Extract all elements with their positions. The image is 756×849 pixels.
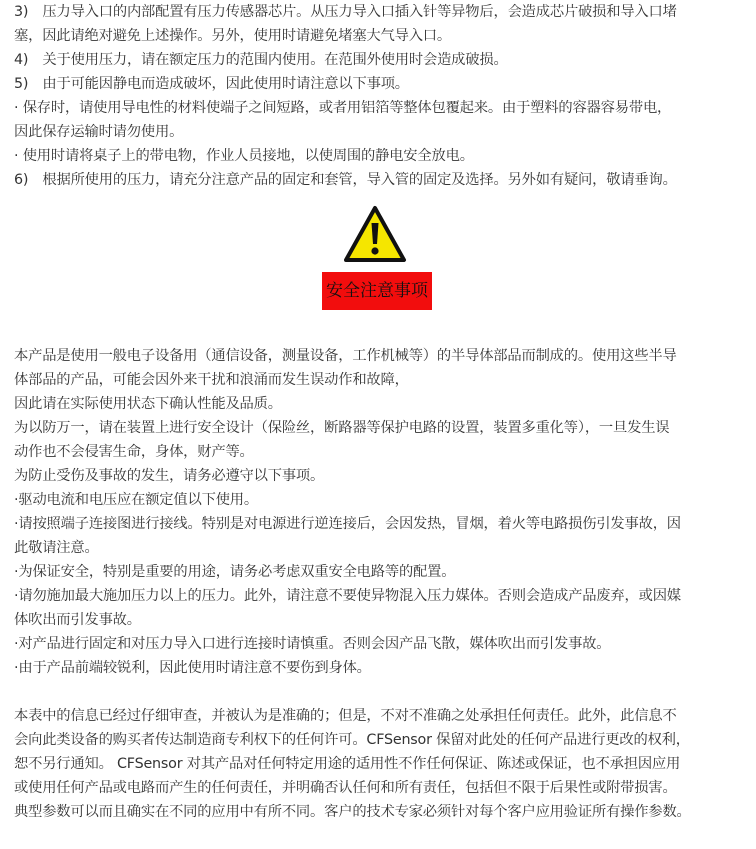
text-line: 此敬请注意。 bbox=[14, 540, 99, 556]
text-line: 动作也不会侵害生命，身体，财产等。 bbox=[14, 444, 254, 460]
text-line: ·驱动电流和电压应在额定值以下使用。 bbox=[14, 492, 258, 508]
precautions-list bbox=[14, 0, 750, 192]
text-line: ·请勿施加最大施加压力以上的压力。此外，请注意不要使异物混入压力媒体。否则会造成产品废弃，或因媒 bbox=[14, 588, 681, 604]
text-line: 为防止受伤及事故的发生，请务必遵守以下事项。 bbox=[14, 468, 325, 484]
text-line: 因此请在实际使用状态下确认性能及品质。 bbox=[14, 396, 282, 412]
text-line: 塞，因此请绝对避免上述操作。另外，使用时请避免堵塞大气导入口。 bbox=[14, 28, 451, 44]
text-line: 恕不另行通知。 CFSensor 对其产品对任何特定用途的适用性不作任何保证、陈述或保证，也不承担因应用 bbox=[14, 756, 681, 772]
text-line: 体部品的产品，可能会因外来干扰和浪涌而发生误动作和故障， bbox=[14, 372, 409, 388]
text-line: 典型参数可以而且确实在不同的应用中有所不同。客户的技术专家必须针对每个客户应用验证所有操作参数。 bbox=[14, 804, 691, 820]
text-line: 6) 根据所使用的压力，请充分注意产品的固定和套管，导入管的固定及选择。另外如有疑问，敬请垂询。 bbox=[14, 172, 677, 188]
text-line: 3) 压力导入口的内部配置有压力传感器芯片。从压力导入口插入针等异物后，会造成芯片破损和导入口堵 bbox=[14, 4, 677, 20]
text-line: ·为保证安全，特别是重要的用途，请务必考虑双重安全电路等的配置。 bbox=[14, 564, 456, 580]
text-line: 或使用任何产品或电路而产生的任何责任，并明确否认任何和所有责任，包括但不限于后果性或附带损害。 bbox=[14, 780, 677, 796]
text-line: 本表中的信息已经过仔细审查，并被认为是准确的；但是，不对不准确之处承担任何责任。此外，此信息不 bbox=[14, 708, 677, 724]
text-line: 会向此类设备的购买者传达制造商专利权下的任何许可。CFSensor 保留对此处的任何产品进行更改的权利， bbox=[14, 732, 690, 748]
text-line: 体吹出而引发事故。 bbox=[14, 612, 141, 628]
disclaimer bbox=[14, 704, 750, 824]
text-line: ·对产品进行固定和对压力导入口进行连接时请慎重。否则会因产品飞散，媒体吹出而引发事故。 bbox=[14, 636, 611, 652]
text-line: · 保存时，请使用导电性的材料使端子之间短路，或者用铝箔等整体包覆起来。由于塑料的容器容易带电， bbox=[14, 100, 672, 116]
text-line: 因此保存运输时请勿使用。 bbox=[14, 124, 184, 140]
text-line: · 使用时请将桌子上的带电物，作业人员接地，以使周围的静电安全放电。 bbox=[14, 148, 474, 164]
text-line: ·请按照端子连接图进行接线。特别是对电源进行逆连接后，会因发热，冒烟，着火等电路损伤引发事故，因 bbox=[14, 516, 681, 532]
text-line: ·由于产品前端较锐利，因此使用时请注意不要伤到身体。 bbox=[14, 660, 371, 676]
safety-notice-banner: 安全注意事项 bbox=[322, 272, 432, 310]
text-line: 5) 由于可能因静电而造成破坏，因此使用时请注意以下事项。 bbox=[14, 76, 409, 92]
text-line: 本产品是使用一般电子设备用（通信设备，测量设备，工作机械等）的半导体部品而制成的。使用这些半导 bbox=[14, 348, 677, 364]
text-line: 4) 关于使用压力，请在额定压力的范围内使用。在范围外使用时会造成破损。 bbox=[14, 52, 508, 68]
safety-notes bbox=[14, 344, 750, 680]
warning-triangle-icon bbox=[343, 205, 407, 263]
text-line: 为以防万一，请在装置上进行安全设计（保险丝，断路器等保护电路的设置，装置多重化等），一旦发生误 bbox=[14, 420, 670, 436]
